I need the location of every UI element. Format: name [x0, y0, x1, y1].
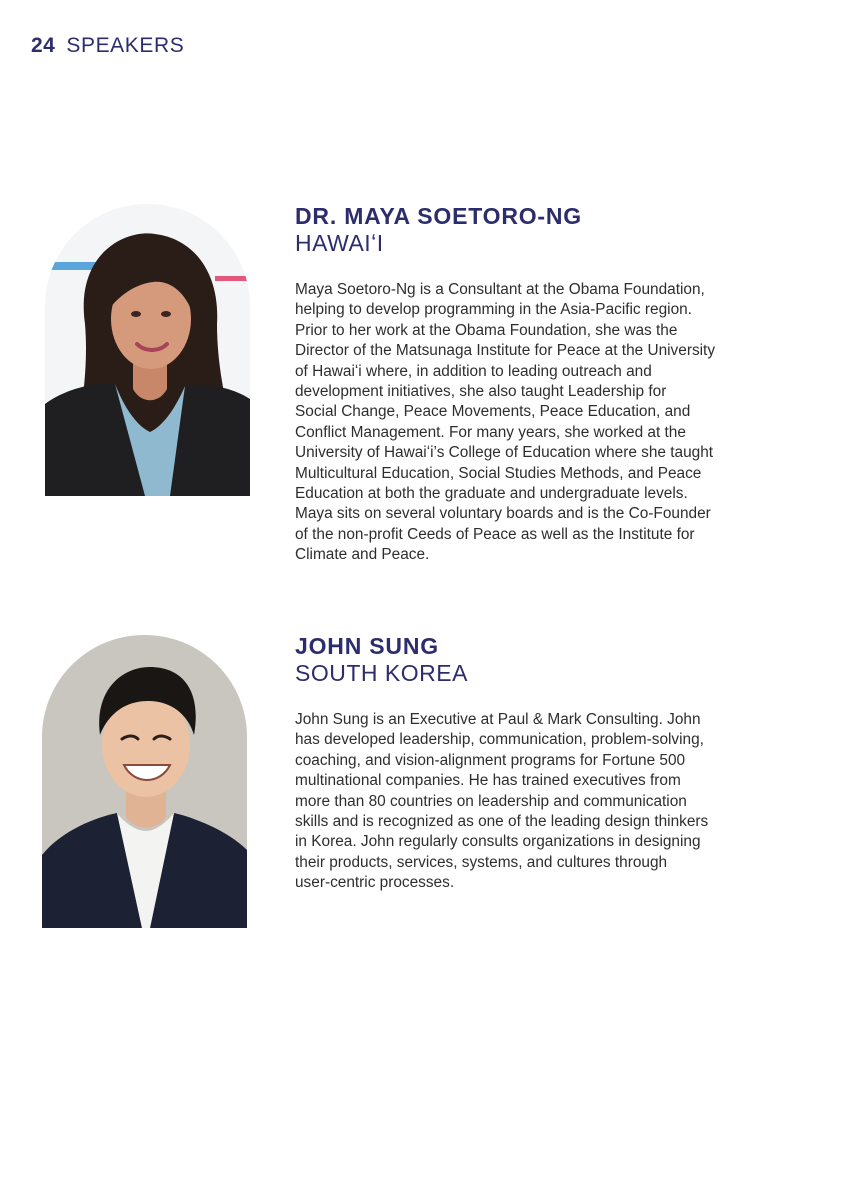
speaker-bio: Maya Soetoro-Ng is a Consultant at the Obama Foundation, helping to develop programming in the Asia-Pacific region. Prior to her work at the Obama Foundation, she was the Director of the Matsunaga Institute for Peace at the University of Hawaiʻi where, in addition to leading outreach and development initiatives, she also taught Leadership for Social Change, Peace Movements, Peace Education, and Conflict Management. For many years, she worked at the University of Hawaiʻi’s College of Education where she taught Multicultural Education, Social Studies Methods, and Peace Education at both the graduate and undergraduate levels. Maya sits on several voluntary boards and is the Co-Founder of the non-profit Ceeds of Peace as well as the Institute for Climate and Peace. [295, 281, 716, 564]
speaker-photo-maya [45, 204, 250, 496]
speaker-info-maya [295, 202, 795, 566]
section-title: SPEAKERS [66, 34, 185, 57]
speaker-name: DR. MAYA SOETORO-NG [295, 203, 582, 229]
page-header [31, 34, 184, 58]
speaker-location: HAWAIʻI [295, 230, 384, 256]
speaker-info-john [295, 632, 795, 894]
page-number: 24 [31, 34, 56, 57]
speaker-bio: John Sung is an Executive at Paul & Mark Consulting. John has developed leadership, communication, problem-solving, coaching, and vision-alignment programs for Fortune 500 multinational companies. He has trained executives from more than 80 countries on leadership and communication skills and is recognized as one of the leading design thinkers in Korea. John regularly consults organizations in designing their products, services, systems, and cultures through user-centric processes. [295, 711, 709, 892]
speaker-name: JOHN SUNG [295, 633, 439, 659]
speaker-location: SOUTH KOREA [295, 660, 468, 686]
speaker-photo-john [42, 635, 247, 928]
